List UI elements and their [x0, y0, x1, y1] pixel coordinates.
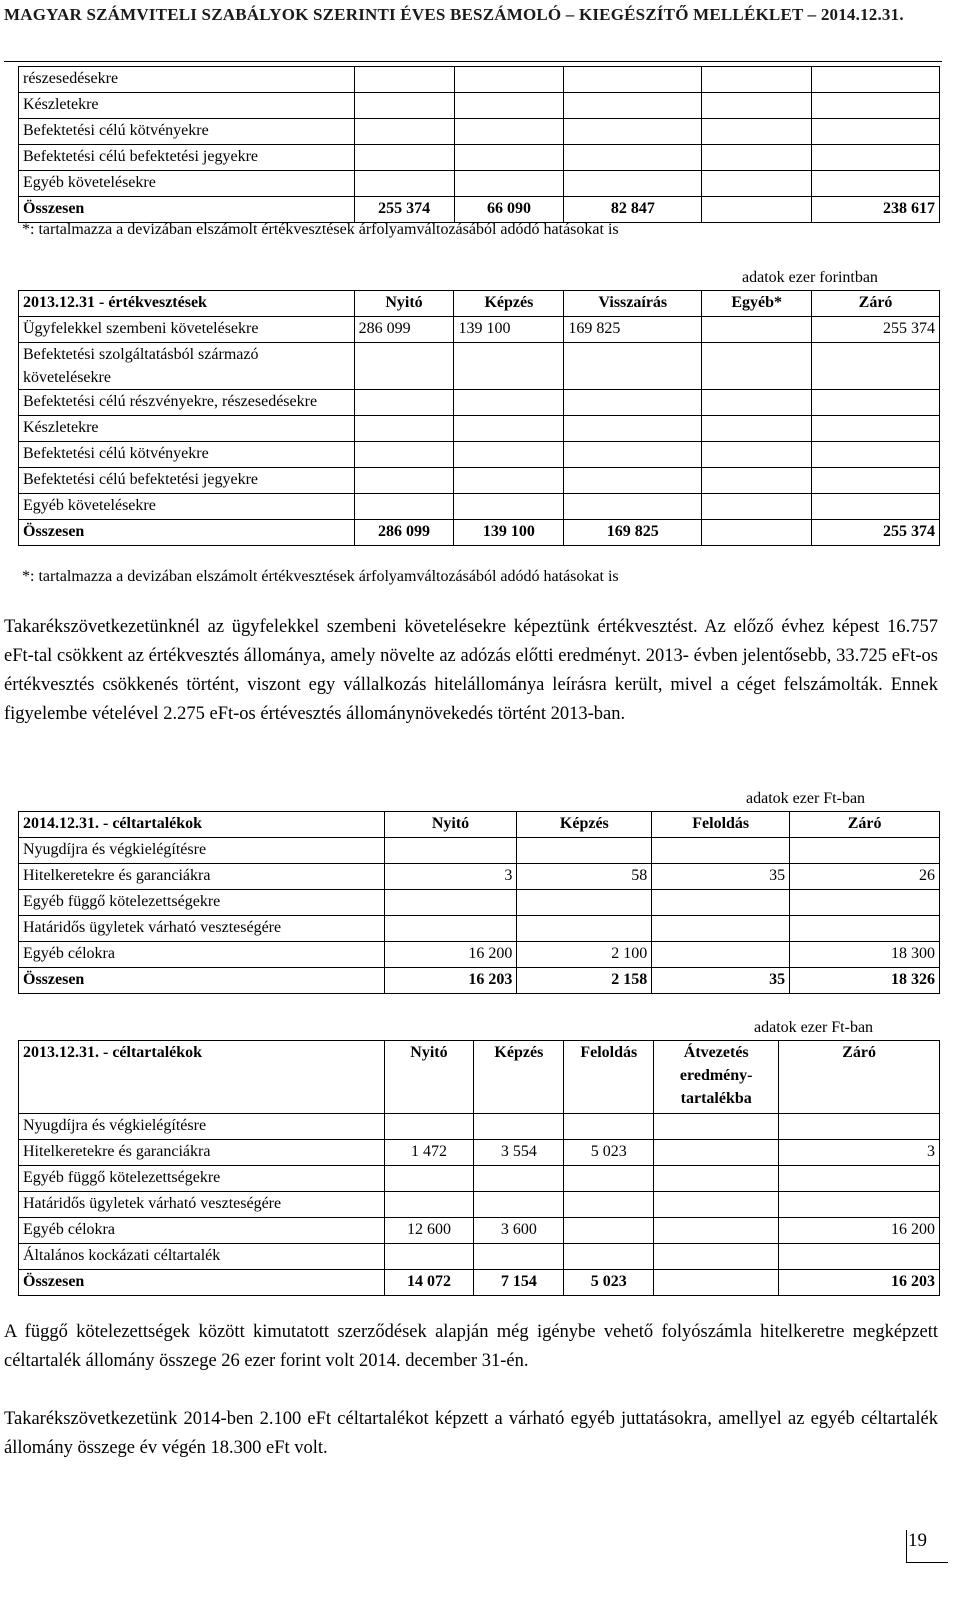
- cell-value: [454, 494, 564, 520]
- cell-value: [384, 1192, 474, 1218]
- cell-value: 18 300: [790, 942, 940, 968]
- total-row: [19, 1270, 940, 1296]
- column-header: 2013.12.31. - céltartalékok: [19, 1041, 385, 1114]
- cell-value: [564, 145, 702, 171]
- cell-value: [812, 468, 940, 494]
- cell-value: [652, 916, 790, 942]
- cell-value: [384, 838, 517, 864]
- contingent-provision-paragraph: [4, 1318, 938, 1376]
- row-label: Ügyfelekkel szembeni követelésekre: [19, 317, 355, 343]
- column-header: Képzés: [517, 812, 652, 838]
- table-row: [19, 390, 940, 416]
- cell-value: [779, 1114, 940, 1140]
- cell-value: [564, 390, 702, 416]
- cell-value: [702, 145, 812, 171]
- cell-value: [790, 838, 940, 864]
- row-label: Egyéb célokra: [19, 942, 385, 968]
- cell-value: [354, 67, 454, 93]
- cell-value: [654, 1244, 779, 1270]
- cell-value: [790, 890, 940, 916]
- table-row: [19, 468, 940, 494]
- cell-value: [812, 343, 940, 390]
- cell-value: [384, 1114, 474, 1140]
- cell-value: [354, 416, 454, 442]
- column-header: Visszaírás: [564, 291, 702, 317]
- column-header: Feloldás: [564, 1041, 654, 1114]
- total-row: [19, 968, 940, 994]
- cell-value: 16 200: [779, 1218, 940, 1244]
- table-row: [19, 343, 940, 390]
- table-header-row: [19, 812, 940, 838]
- paragraph-text: Takarékszövetkezetünk 2014-ben 2.100 eFt céltartalékot képzett a várható egyéb juttatásokra, amellyel az egyéb céltartalék állomány összege év végén 18.300 eFt volt.: [4, 1409, 938, 1458]
- row-label: Befektetési célú kötvényekre: [19, 119, 355, 145]
- column-header: Egyéb*: [702, 291, 812, 317]
- page-header-title: MAGYAR SZÁMVITELI SZABÁLYOK SZERINTI ÉVES BESZÁMOLÓ – KIEGÉSZÍTŐ MELLÉKLET – 2014.12.31.: [4, 5, 904, 24]
- cell-value: [652, 838, 790, 864]
- row-label: Egyéb követelésekre: [19, 494, 355, 520]
- page-number-frame-left: [906, 1530, 907, 1562]
- total-value: [654, 1270, 779, 1296]
- cell-value: [812, 416, 940, 442]
- column-header: Záró: [790, 812, 940, 838]
- total-value: 14 072: [384, 1270, 474, 1296]
- table-row: [19, 838, 940, 864]
- column-header: Záró: [779, 1041, 940, 1114]
- row-label: Befektetési célú befektetési jegyekre: [19, 145, 355, 171]
- cell-value: [517, 890, 652, 916]
- total-row: [19, 520, 940, 546]
- cell-value: [354, 119, 454, 145]
- column-header: Nyitó: [354, 291, 454, 317]
- table-row: [19, 93, 940, 119]
- table-row: [19, 416, 940, 442]
- cell-value: 1 472: [384, 1140, 474, 1166]
- total-label: Összesen: [19, 968, 385, 994]
- cell-value: [354, 343, 454, 390]
- cell-value: [564, 468, 702, 494]
- cell-value: [384, 890, 517, 916]
- cell-value: [564, 416, 702, 442]
- cell-value: [702, 416, 812, 442]
- table-row: [19, 145, 940, 171]
- cell-value: [454, 67, 564, 93]
- cell-value: 26: [790, 864, 940, 890]
- table-row: [19, 1192, 940, 1218]
- cell-value: [812, 442, 940, 468]
- cell-value: [702, 171, 812, 197]
- table1-footnote: *: tartalmazza a devizában elszámolt értékvesztések árfolyamváltozásából adódó hatásokat is: [22, 221, 619, 238]
- cell-value: [354, 494, 454, 520]
- row-label: Általános kockázati céltartalék: [19, 1244, 385, 1270]
- cell-value: 12 600: [384, 1218, 474, 1244]
- cell-value: [454, 145, 564, 171]
- cell-value: [654, 1114, 779, 1140]
- cell-value: [454, 119, 564, 145]
- cell-value: [812, 119, 940, 145]
- table-row: [19, 942, 940, 968]
- cell-value: [564, 93, 702, 119]
- total-label: Összesen: [19, 520, 355, 546]
- cell-value: [779, 1244, 940, 1270]
- cell-value: 3: [384, 864, 517, 890]
- cell-value: [564, 494, 702, 520]
- cell-value: [454, 93, 564, 119]
- table3-unit-label: adatok ezer Ft-ban: [746, 790, 866, 807]
- cell-value: [564, 442, 702, 468]
- row-label: Egyéb függő kötelezettségekre: [19, 1166, 385, 1192]
- cell-value: [564, 1244, 654, 1270]
- cell-value: [652, 942, 790, 968]
- table-header-row: [19, 1041, 940, 1114]
- total-value: 286 099: [354, 520, 454, 546]
- total-value: 139 100: [454, 520, 564, 546]
- cell-value: [354, 468, 454, 494]
- row-label: Egyéb függő kötelezettségekre: [19, 890, 385, 916]
- provisions-table-2014: [18, 811, 940, 994]
- total-value: [702, 520, 812, 546]
- row-label: Hitelkeretekre és garanciákra: [19, 1140, 385, 1166]
- table-row: [19, 67, 940, 93]
- row-label: Befektetési célú részvényekre, részesedésekre: [19, 390, 355, 416]
- total-value: 66 090: [454, 197, 564, 223]
- cell-value: [354, 93, 454, 119]
- paragraph-text: Takarékszövetkezetünknél az ügyfelekkel szembeni követelésekre képeztünk értékvesztést. Az előző évhez képest 16.757 eFt-tal csökkent az értékvesztés állománya, amely növelte az adózás előtti eredményt. 2013- évben jelentősebb, 33.725 eFt-os értékvesztés csökkenés történt, viszont egy vállalkozás hitelállománya leírásra került, mivel a céget felszámolták. Ennek figyelembe vételével 2.275 eFt-os értévesztés állománynövekedés történt 2013-ban.: [4, 617, 938, 724]
- cell-value: [474, 1192, 564, 1218]
- cell-value: [517, 916, 652, 942]
- cell-value: [474, 1166, 564, 1192]
- cell-value: [702, 317, 812, 343]
- impairment-explanation-paragraph: [4, 613, 938, 729]
- row-label: részesedésekre: [19, 67, 355, 93]
- cell-value: [454, 468, 564, 494]
- cell-value: [654, 1218, 779, 1244]
- table-row: [19, 1244, 940, 1270]
- table-row: [19, 1114, 940, 1140]
- row-label: Hitelkeretekre és garanciákra: [19, 864, 385, 890]
- column-header: Képzés: [474, 1041, 564, 1114]
- total-value: 5 023: [564, 1270, 654, 1296]
- total-value: 255 374: [812, 520, 940, 546]
- row-label: Befektetési célú befektetési jegyekre: [19, 468, 355, 494]
- table-header-row: [19, 291, 940, 317]
- column-header: Feloldás: [652, 812, 790, 838]
- page-number-frame-bottom: [906, 1562, 948, 1563]
- cell-value: 3 554: [474, 1140, 564, 1166]
- cell-value: 139 100: [454, 317, 564, 343]
- cell-value: [779, 1192, 940, 1218]
- cell-value: [779, 1166, 940, 1192]
- cell-value: [564, 67, 702, 93]
- cell-value: [354, 145, 454, 171]
- table-row: [19, 171, 940, 197]
- total-value: 16 203: [779, 1270, 940, 1296]
- table2-footnote: *: tartalmazza a devizában elszámolt értékvesztések árfolyamváltozásából adódó hatásokat is: [22, 568, 619, 585]
- column-header: Átvezetés eredmény-tartalékba: [654, 1041, 779, 1114]
- table2-unit-label: adatok ezer forintban: [742, 269, 878, 286]
- cell-value: [454, 442, 564, 468]
- column-header: Záró: [812, 291, 940, 317]
- cell-value: [702, 468, 812, 494]
- row-label: Készletekre: [19, 93, 355, 119]
- cell-value: [384, 1244, 474, 1270]
- row-label: Határidős ügyletek várható veszteségére: [19, 1192, 385, 1218]
- row-label: Készletekre: [19, 416, 355, 442]
- cell-value: 35: [652, 864, 790, 890]
- cell-value: 3 600: [474, 1218, 564, 1244]
- row-label: Egyéb célokra: [19, 1218, 385, 1244]
- total-label: Összesen: [19, 197, 355, 223]
- cell-value: [790, 916, 940, 942]
- cell-value: [812, 93, 940, 119]
- column-header: 2013.12.31 - értékvesztések: [19, 291, 355, 317]
- cell-value: [517, 838, 652, 864]
- cell-value: [812, 145, 940, 171]
- cell-value: [384, 916, 517, 942]
- total-value: 35: [652, 968, 790, 994]
- row-label: Nyugdíjra és végkielégítésre: [19, 838, 385, 864]
- cell-value: [702, 119, 812, 145]
- cell-value: 169 825: [564, 317, 702, 343]
- column-header: Nyitó: [384, 812, 517, 838]
- cell-value: 255 374: [812, 317, 940, 343]
- cell-value: [454, 171, 564, 197]
- cell-value: [654, 1192, 779, 1218]
- column-header: Képzés: [454, 291, 564, 317]
- cell-value: [564, 119, 702, 145]
- cell-value: [354, 171, 454, 197]
- total-value: 2 158: [517, 968, 652, 994]
- cell-value: 286 099: [354, 317, 454, 343]
- cell-value: [564, 1114, 654, 1140]
- table4-unit-label: adatok ezer Ft-ban: [754, 1019, 874, 1036]
- provisions-table-2013: [18, 1040, 940, 1296]
- cell-value: 5 023: [564, 1140, 654, 1166]
- cell-value: [564, 1218, 654, 1244]
- table-row: [19, 864, 940, 890]
- total-value: 169 825: [564, 520, 702, 546]
- table-row: [19, 1218, 940, 1244]
- cell-value: [564, 171, 702, 197]
- row-label: Befektetési célú kötvényekre: [19, 442, 355, 468]
- paragraph-text: A függő kötelezettségek között kimutatott szerződések alapján még igénybe vehető folyószámla hitelkeretre megképzett céltartalék állomány összege 26 ezer forint volt 2014. december 31-én.: [4, 1322, 938, 1371]
- total-label: Összesen: [19, 1270, 385, 1296]
- table-row: [19, 1166, 940, 1192]
- cell-value: [474, 1244, 564, 1270]
- cell-value: [654, 1166, 779, 1192]
- cell-value: [474, 1114, 564, 1140]
- cell-value: 58: [517, 864, 652, 890]
- cell-value: [454, 343, 564, 390]
- row-label: Egyéb követelésekre: [19, 171, 355, 197]
- column-header: Nyitó: [384, 1041, 474, 1114]
- cell-value: 2 100: [517, 942, 652, 968]
- total-value: [702, 197, 812, 223]
- cell-value: [654, 1140, 779, 1166]
- cell-value: [454, 416, 564, 442]
- page-number: 19: [908, 1530, 927, 1551]
- header-divider: [4, 61, 942, 62]
- cell-value: [384, 1166, 474, 1192]
- table-row: [19, 1140, 940, 1166]
- cell-value: [354, 442, 454, 468]
- cell-value: [812, 67, 940, 93]
- table-row: [19, 890, 940, 916]
- cell-value: [702, 93, 812, 119]
- impairment-table-2014-continued: [18, 66, 940, 223]
- total-value: 238 617: [812, 197, 940, 223]
- row-label: Nyugdíjra és végkielégítésre: [19, 1114, 385, 1140]
- table-row: [19, 442, 940, 468]
- column-header: 2014.12.31. - céltartalékok: [19, 812, 385, 838]
- cell-value: [812, 494, 940, 520]
- cell-value: [702, 67, 812, 93]
- total-value: 7 154: [474, 1270, 564, 1296]
- total-value: 255 374: [354, 197, 454, 223]
- cell-value: [702, 494, 812, 520]
- total-value: 16 203: [384, 968, 517, 994]
- cell-value: [812, 171, 940, 197]
- total-value: 82 847: [564, 197, 702, 223]
- cell-value: [454, 390, 564, 416]
- cell-value: [564, 1192, 654, 1218]
- cell-value: [564, 1166, 654, 1192]
- table-row: [19, 317, 940, 343]
- row-label: Határidős ügyletek várható veszteségére: [19, 916, 385, 942]
- cell-value: [702, 442, 812, 468]
- table-row: [19, 494, 940, 520]
- table-row: [19, 916, 940, 942]
- row-label: Befektetési szolgáltatásból származó követelésekre: [19, 343, 355, 390]
- cell-value: [652, 890, 790, 916]
- cell-value: [564, 343, 702, 390]
- total-value: 18 326: [790, 968, 940, 994]
- cell-value: [702, 390, 812, 416]
- cell-value: [812, 390, 940, 416]
- table-row: [19, 119, 940, 145]
- cell-value: [702, 343, 812, 390]
- cell-value: 16 200: [384, 942, 517, 968]
- other-provision-paragraph: [4, 1405, 938, 1463]
- cell-value: [354, 390, 454, 416]
- cell-value: 3: [779, 1140, 940, 1166]
- impairment-table-2013: [18, 290, 940, 546]
